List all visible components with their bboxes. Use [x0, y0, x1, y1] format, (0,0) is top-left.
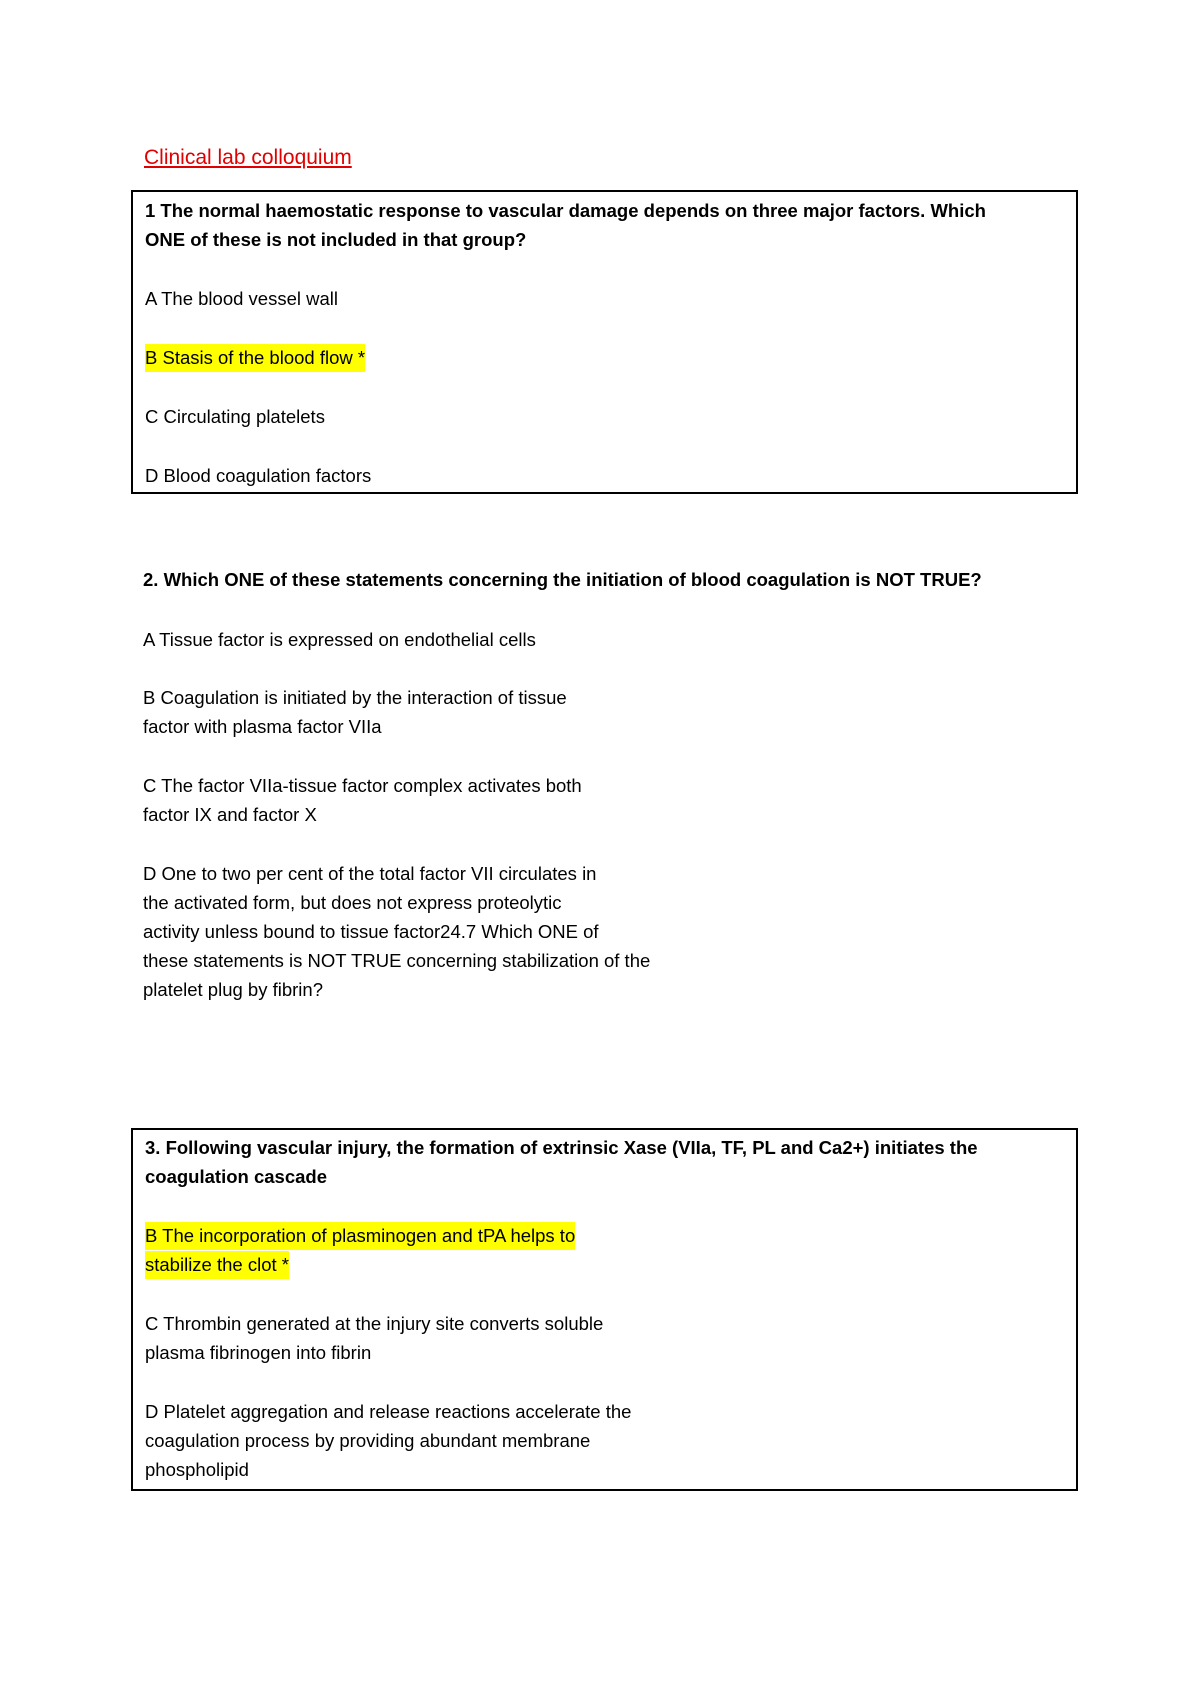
question-1-option-b-answer: B Stasis of the blood flow * [145, 344, 365, 372]
question-3-option-b-answer-line-1: B The incorporation of plasminogen and tPA helps to [145, 1222, 575, 1250]
question-2-option-c-line-1: C The factor VIIa-tissue factor complex activates both [143, 775, 582, 796]
page-title: Clinical lab colloquium [144, 146, 352, 169]
question-1-stem-line-1: 1 The normal haemostatic response to vascular damage depends on three major factors. Which [145, 200, 986, 221]
question-3-option-b-answer-line-2: stabilize the clot * [145, 1251, 289, 1279]
question-3-option-c-line-2: plasma fibrinogen into fibrin [145, 1342, 372, 1363]
question-3-option-c-line-1: C Thrombin generated at the injury site converts soluble [145, 1313, 604, 1334]
question-1-option-d: D Blood coagulation factors [145, 465, 372, 486]
question-1-option-c: C Circulating platelets [145, 406, 325, 427]
question-2-stem: 2. Which ONE of these statements concerning the initiation of blood coagulation is NOT TRUE? [143, 569, 982, 590]
question-3-option-d-line-1: D Platelet aggregation and release reactions accelerate the [145, 1401, 632, 1422]
question-2-option-b-line-2: factor with plasma factor VIIa [143, 716, 382, 737]
question-2-option-d-line-2: the activated form, but does not express proteolytic [143, 892, 562, 913]
question-2-option-a: A Tissue factor is expressed on endothelial cells [143, 629, 536, 650]
question-3-option-d-line-2: coagulation process by providing abundant membrane [145, 1430, 591, 1451]
question-3-box [131, 1128, 1078, 1491]
question-3-option-d-line-3: phospholipid [145, 1459, 249, 1480]
question-1-option-a: A The blood vessel wall [145, 288, 338, 309]
question-2-option-b-line-1: B Coagulation is initiated by the interaction of tissue [143, 687, 567, 708]
question-3-stem-line-1: 3. Following vascular injury, the formation of extrinsic Xase (VIIa, TF, PL and Ca2+) initiates the [145, 1137, 978, 1158]
question-1-stem-line-2: ONE of these is not included in that group? [145, 229, 527, 250]
question-2 [143, 566, 1083, 1016]
question-1-box [131, 190, 1078, 494]
question-2-option-d-line-1: D One to two per cent of the total factor VII circulates in [143, 863, 597, 884]
question-2-option-c-line-2: factor IX and factor X [143, 804, 317, 825]
question-3-stem-line-2: coagulation cascade [145, 1166, 327, 1187]
question-2-option-d-line-5: platelet plug by fibrin? [143, 979, 323, 1000]
question-2-option-d-line-3: activity unless bound to tissue factor24.7 Which ONE of [143, 921, 599, 942]
question-2-option-d-line-4: these statements is NOT TRUE concerning stabilization of the [143, 950, 651, 971]
